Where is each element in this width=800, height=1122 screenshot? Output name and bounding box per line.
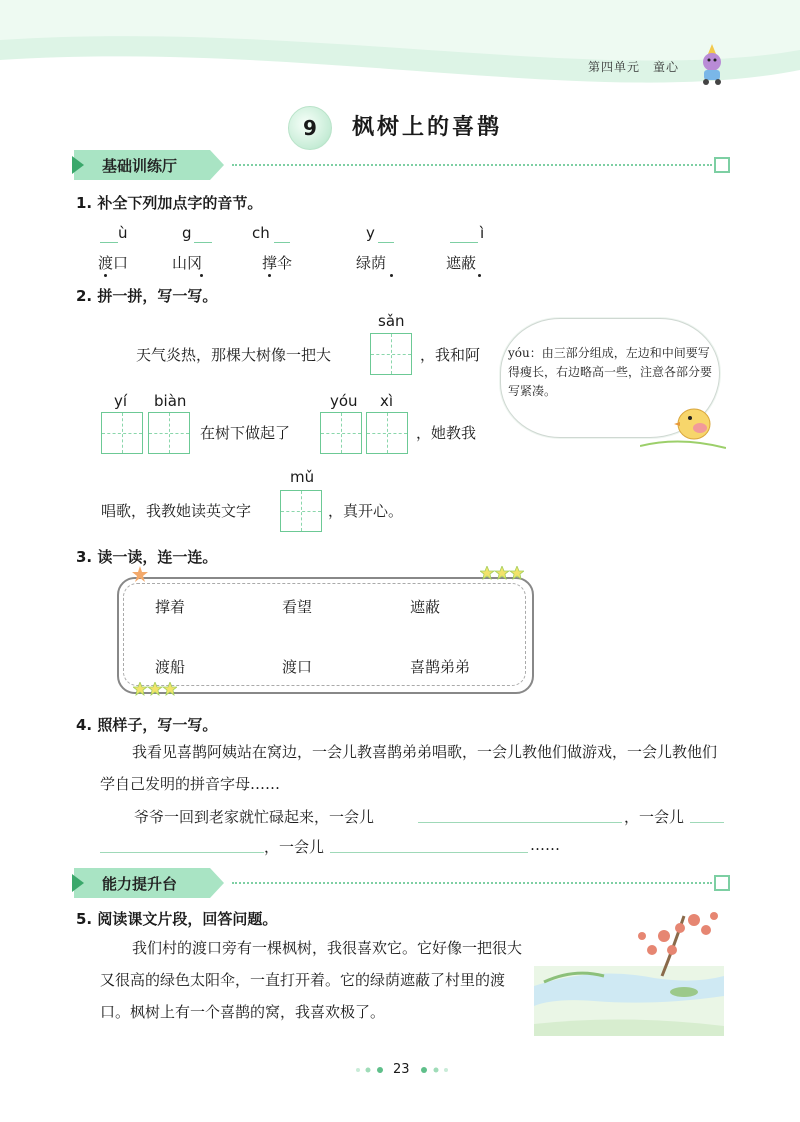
maple-river-illustration	[534, 906, 724, 1036]
section-title: 基础训练厅	[102, 157, 178, 175]
pinyin-hint: yóu	[330, 392, 358, 410]
sentence-text: ，真开心。	[328, 502, 404, 520]
unit-label: 第四单元 童心	[588, 60, 680, 74]
question-5-title: 5. 阅读课文片段，回答问题。	[76, 910, 278, 928]
writing-box[interactable]	[320, 412, 362, 454]
pinyin-hint: ch	[252, 224, 270, 242]
question-2-title: 2. 拼一拼，写一写。	[76, 287, 218, 305]
prompt-text: ……	[530, 836, 560, 854]
match-word-top[interactable]: 看望	[282, 598, 313, 616]
stars-icon	[480, 566, 524, 580]
header-band	[0, 0, 800, 100]
q1-item	[446, 224, 506, 276]
sentence-text: 在树下做起了	[200, 424, 291, 442]
pinyin-hint: ù	[118, 224, 128, 242]
word: 山冈	[172, 254, 203, 272]
page-number: 23	[393, 1062, 410, 1077]
stars-icon	[133, 682, 177, 696]
sentence-text: 唱歌，我教她读英文字	[101, 502, 252, 520]
question-4-title: 4. 照样子，写一写。	[76, 716, 218, 734]
answer-line[interactable]	[100, 852, 264, 853]
writing-box[interactable]	[148, 412, 190, 454]
pinyin-hint: xì	[380, 392, 394, 410]
lesson-number: 9	[288, 106, 332, 150]
word: 遮蔽	[446, 254, 477, 272]
pinyin-hint: yí	[114, 392, 128, 410]
answer-line[interactable]	[418, 822, 622, 823]
prompt-text: ，一会儿	[624, 808, 685, 826]
pinyin-hint: y	[366, 224, 375, 242]
prompt-text: ，一会儿	[264, 838, 325, 856]
writing-box[interactable]	[366, 412, 408, 454]
prompt-text: 爷爷一回到老家就忙碌起来，一会儿	[134, 808, 375, 826]
sentence-text: 天气炎热，那棵大树像一把大	[136, 346, 332, 364]
question-3-title: 3. 读一读，连一连。	[76, 548, 218, 566]
pinyin-hint: mǔ	[290, 468, 315, 486]
match-word-bottom[interactable]: 渡船	[155, 658, 186, 676]
q1-item	[98, 224, 158, 276]
page-dots-right	[418, 1066, 452, 1074]
question-1-title: 1. 补全下列加点字的音节。	[76, 194, 263, 212]
mascot-icon	[694, 42, 730, 86]
answer-line[interactable]	[330, 852, 528, 853]
word: 渡口	[98, 254, 129, 272]
writing-box[interactable]	[280, 490, 322, 532]
q1-item	[172, 224, 232, 276]
section-banner-advanced	[74, 868, 734, 898]
passage-text: 我们村的渡口旁有一棵枫树，我很喜欢它。它好像一把很大又很高的绿色太阳伞，一直打开着。它的绿荫遮蔽了村里的渡口。枫树上有一个喜鹊的窝，我喜欢极了。	[100, 939, 523, 1021]
writing-box[interactable]	[370, 333, 412, 375]
q1-item	[252, 224, 312, 276]
section-banner-basic	[74, 150, 734, 180]
match-word-top[interactable]: 撑着	[155, 598, 186, 616]
match-word-top[interactable]: 遮蔽	[410, 598, 441, 616]
bird-icon	[640, 396, 726, 454]
pinyin-hint: ì	[480, 224, 485, 242]
word: 绿荫	[356, 254, 387, 272]
sentence-text: ，她教我	[416, 424, 477, 442]
answer-line[interactable]	[690, 822, 724, 823]
match-word-bottom[interactable]: 喜鹊弟弟	[410, 658, 471, 676]
sentence-text: ，我和阿	[420, 346, 481, 364]
q1-item	[352, 224, 412, 276]
star-icon	[132, 566, 148, 582]
word: 撑伞	[262, 254, 293, 272]
arrow-icon	[72, 874, 84, 892]
lesson-title: 枫树上的喜鹊	[352, 114, 503, 140]
tip-text: yóu：由三部分组成，左边和中间要写得瘦长，右边略高一些，注意各部分要写紧凑。	[508, 346, 713, 398]
pinyin-hint: g	[182, 224, 192, 242]
page-dots-left	[354, 1066, 388, 1074]
arrow-icon	[72, 156, 84, 174]
section-title: 能力提升台	[102, 875, 178, 893]
writing-box[interactable]	[101, 412, 143, 454]
match-word-bottom[interactable]: 渡口	[282, 658, 313, 676]
pinyin-hint: sǎn	[378, 312, 405, 330]
example-paragraph: 我看见喜鹊阿姨站在窝边，一会儿教喜鹊弟弟唱歌，一会儿教他们做游戏，一会儿教他们学自己发明的拼音字母……	[100, 743, 718, 793]
pinyin-hint: biàn	[154, 392, 187, 410]
